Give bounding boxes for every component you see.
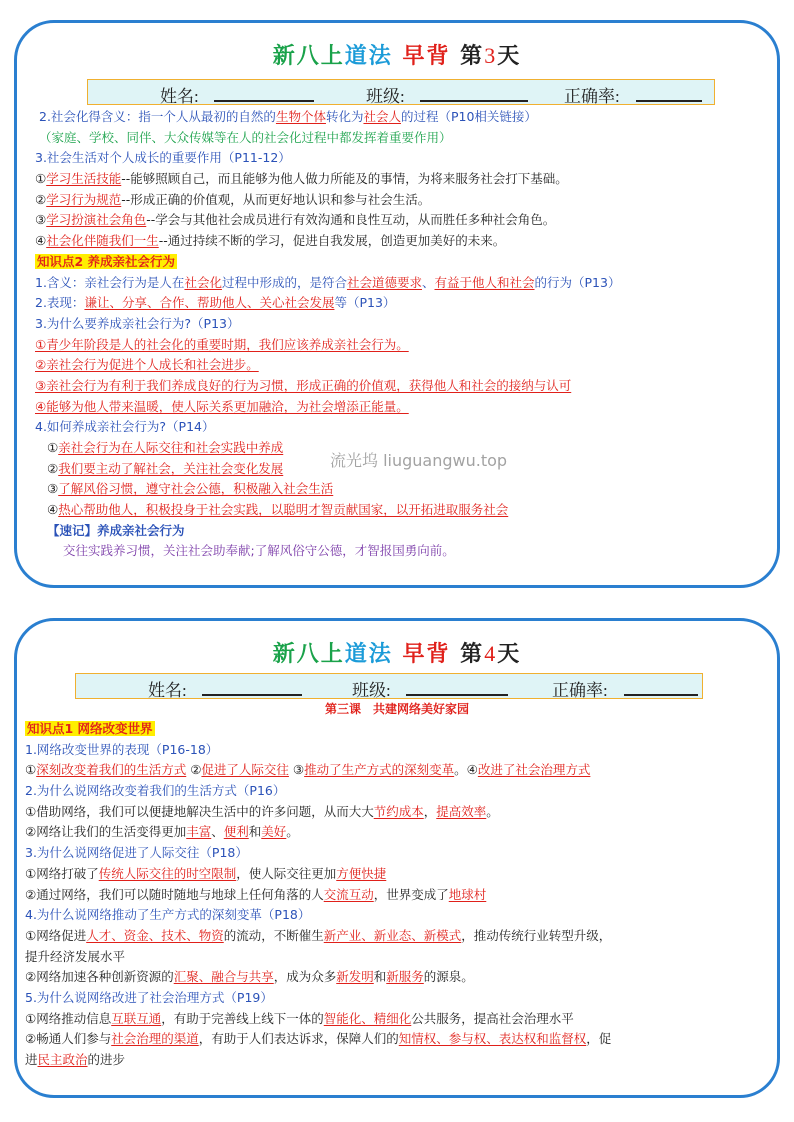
list-item: ①深刻改变着我们的生活方式 ②促进了人际交往 ③推动了生产方式的深刻变革。④改进了社会治理方式	[25, 762, 591, 778]
heading-lifestyle: 2.为什么说网络改变着我们的生活方式（P16）	[25, 783, 286, 799]
accuracy-blank[interactable]	[636, 84, 702, 102]
heading-social-life-role: 3.社会生活对个人成长的重要作用（P11-12）	[35, 150, 291, 166]
day4-content	[25, 699, 769, 1071]
heading-production: 4.为什么说网络推动了生产方式的深刻变革（P18）	[25, 907, 311, 923]
heading-network-changes: 1.网络改变世界的表现（P16-18）	[25, 741, 219, 757]
list-item: ①网络打破了传统人际交往的时空限制，使人际交往更加方便快捷	[25, 865, 387, 881]
knowledge-point-2: 知识点2 养成亲社会行为	[37, 253, 176, 269]
list-item: ④社会化伴随我们一生--通过持续不断的学习，促进自我发展，创造更加美好的未来。	[35, 233, 506, 249]
name-blank[interactable]	[214, 84, 314, 102]
list-item: ②网络让我们的生活变得更加丰富、便利和美好。	[25, 824, 299, 840]
list-item: ①亲社会行为在人际交往和社会实践中养成	[47, 440, 284, 455]
list-item: ②学习行为规范--形成正确的价值观，从而更好地认识和参与社会生活。	[35, 191, 431, 207]
day4-name-bar	[75, 673, 703, 699]
list-item-continuation: 进民主政治的进步	[25, 1052, 126, 1067]
list-item: ④热心帮助他人，积极投身于社会实践，以聪明才智贡献国家，以开拓进取服务社会	[47, 502, 509, 518]
watermark: 流光坞 liuguangwu.top	[330, 451, 508, 470]
list-item: ②亲社会行为促进个人成长和社会进步。	[35, 357, 259, 373]
list-item: ③了解风俗习惯，遵守社会公德，积极融入社会生活	[47, 481, 334, 497]
list-item-continuation: 提升经济发展水平	[25, 948, 126, 964]
memory-tip-text: 交往实践养习惯，关注社会助奉献;了解风俗守公德，才智报国勇向前。	[63, 543, 455, 559]
class-blank[interactable]	[406, 678, 508, 696]
heading-governance: 5.为什么说网络改进了社会治理方式（P19）	[25, 989, 273, 1005]
prosocial-definition: 1.含义：亲社会行为是人在社会化过程中形成的，是符合社会道德要求、有益于他人和社会的行为（P13）	[35, 274, 621, 290]
day3-content	[35, 107, 767, 562]
list-item: ①网络推动信息互联互通，有助于完善线上线下一体的智能化、精细化公共服务，提高社会治理水平	[25, 1010, 574, 1026]
day3-name-bar	[87, 79, 715, 105]
list-item: ③亲社会行为有利于我们养成良好的行为习惯，形成正确的价值观，获得他人和社会的接纳与认可	[35, 377, 572, 393]
accuracy-label: 正确率:	[564, 87, 620, 106]
heading-why-prosocial: 3.为什么要养成亲社会行为?（P13）	[35, 315, 240, 331]
list-item: ①借助网络，我们可以便捷地解决生活中的许多问题，从而大大节约成本，提高效率。	[25, 803, 499, 819]
knowledge-point-1: 知识点1 网络改变世界	[27, 721, 153, 736]
day4-title: 新八上道法 早背 第4天	[272, 641, 522, 667]
list-item: ①青少年阶段是人的社会化的重要时期，我们应该养成亲社会行为。	[35, 336, 409, 352]
name-blank[interactable]	[202, 678, 302, 696]
prosocial-forms: 2.表现：谦让、分享、合作、帮助他人、关心社会发展等（P13）	[35, 295, 396, 311]
accuracy-label: 正确率:	[552, 681, 608, 700]
list-item: ①学习生活技能--能够照顾自己，而且能够为他人做力所能及的事情，为将来服务社会打下基础。	[35, 171, 568, 187]
list-item: ②我们要主动了解社会，关注社会变化发展	[47, 460, 284, 476]
accuracy-blank[interactable]	[624, 678, 698, 696]
list-item: ③学习扮演社会角色--学会与其他社会成员进行有效沟通和良性互动，从而胜任多种社会角色。	[35, 212, 556, 228]
lesson-title: 第三课 共建网络美好家园	[324, 702, 469, 716]
day3-title: 新八上道法 早背 第3天	[272, 43, 522, 69]
heading-how-prosocial: 4.如何养成亲社会行为?（P14）	[35, 419, 215, 435]
name-label: 姓名:	[148, 681, 187, 700]
list-item: ①网络促进人才、资金、技术、物资的流动，不断催生新产业、新业态、新模式，推动传统行业转型升级，	[25, 927, 612, 943]
class-blank[interactable]	[420, 84, 528, 102]
name-label: 姓名:	[160, 87, 199, 106]
list-item: ②网络加速各种创新资源的汇聚、融合与共享，成为众多新发明和新服务的源泉。	[25, 969, 474, 985]
list-item: ②畅通人们参与社会治理的渠道，有助于人们表达诉求，保障人们的知情权、参与权、表达权和监督权，促	[25, 1031, 612, 1047]
class-label: 班级:	[352, 681, 391, 700]
socialization-definition: 2.社会化得含义：指一个人从最初的自然的生物个体转化为社会人的过程（P10相关链接）	[39, 109, 537, 124]
memory-tip-heading: 【速记】养成亲社会行为	[47, 522, 185, 538]
socialization-note: （家庭、学校、同伴、大众传媒等在人的社会化过程中都发挥着重要作用）	[39, 129, 452, 145]
day3-card	[14, 20, 780, 588]
day4-card	[14, 618, 780, 1098]
list-item: ②通过网络，我们可以随时随地与地球上任何角落的人交流互动，世界变成了地球村	[25, 886, 487, 902]
list-item: ④能够为他人带来温暖，使人际关系更加融洽，为社会增添正能量。	[35, 398, 409, 414]
heading-interpersonal: 3.为什么说网络促进了人际交往（P18）	[25, 845, 248, 861]
class-label: 班级:	[366, 87, 405, 106]
